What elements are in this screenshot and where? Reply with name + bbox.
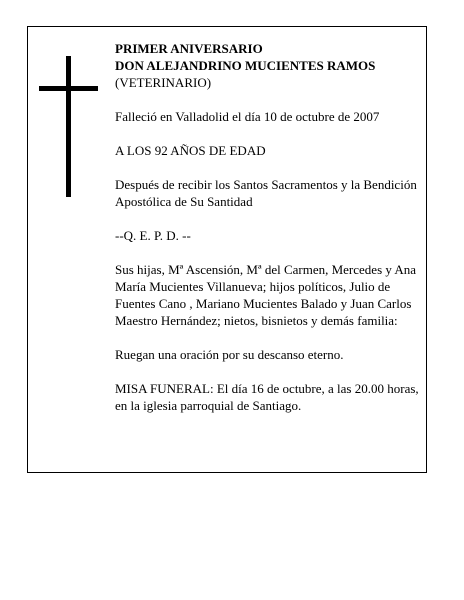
obituary-notice (27, 26, 427, 473)
heading-block (115, 40, 420, 91)
cross-vertical-bar (66, 56, 71, 197)
cross-horizontal-bar (39, 86, 98, 91)
death-statement: Falleció en Valladolid el día 10 de octubre de 2007 (115, 109, 380, 124)
rip-line: --Q. E. P. D. -- (115, 228, 191, 243)
deceased-name: DON ALEJANDRINO MUCIENTES RAMOS (115, 58, 376, 73)
age-statement: A LOS 92 AÑOS DE EDAD (115, 143, 266, 158)
cross-icon (28, 27, 128, 227)
prayer-request: Ruegan una oración por su descanso eterno. (115, 347, 344, 362)
sacraments-statement: Después de recibir los Santos Sacramentos y la Bendición Apostólica de Su Santidad (115, 177, 417, 209)
funeral-mass: MISA FUNERAL: El día 16 de octubre, a las 20.00 horas, en la iglesia parroquial de Santiago. (115, 381, 419, 413)
notice-text (115, 40, 420, 431)
anniversary-title: PRIMER ANIVERSARIO (115, 41, 263, 56)
family-statement: Sus hijas, Mª Ascensión, Mª del Carmen, Mercedes y Ana María Mucientes Villanueva; hijos políticos, Julio de Fuentes Cano , Mariano Mucientes Balado y Juan Carlos Maestro Hernández; nietos, bisnietos y demás familia: (115, 262, 417, 328)
profession: (VETERINARIO) (115, 75, 212, 90)
